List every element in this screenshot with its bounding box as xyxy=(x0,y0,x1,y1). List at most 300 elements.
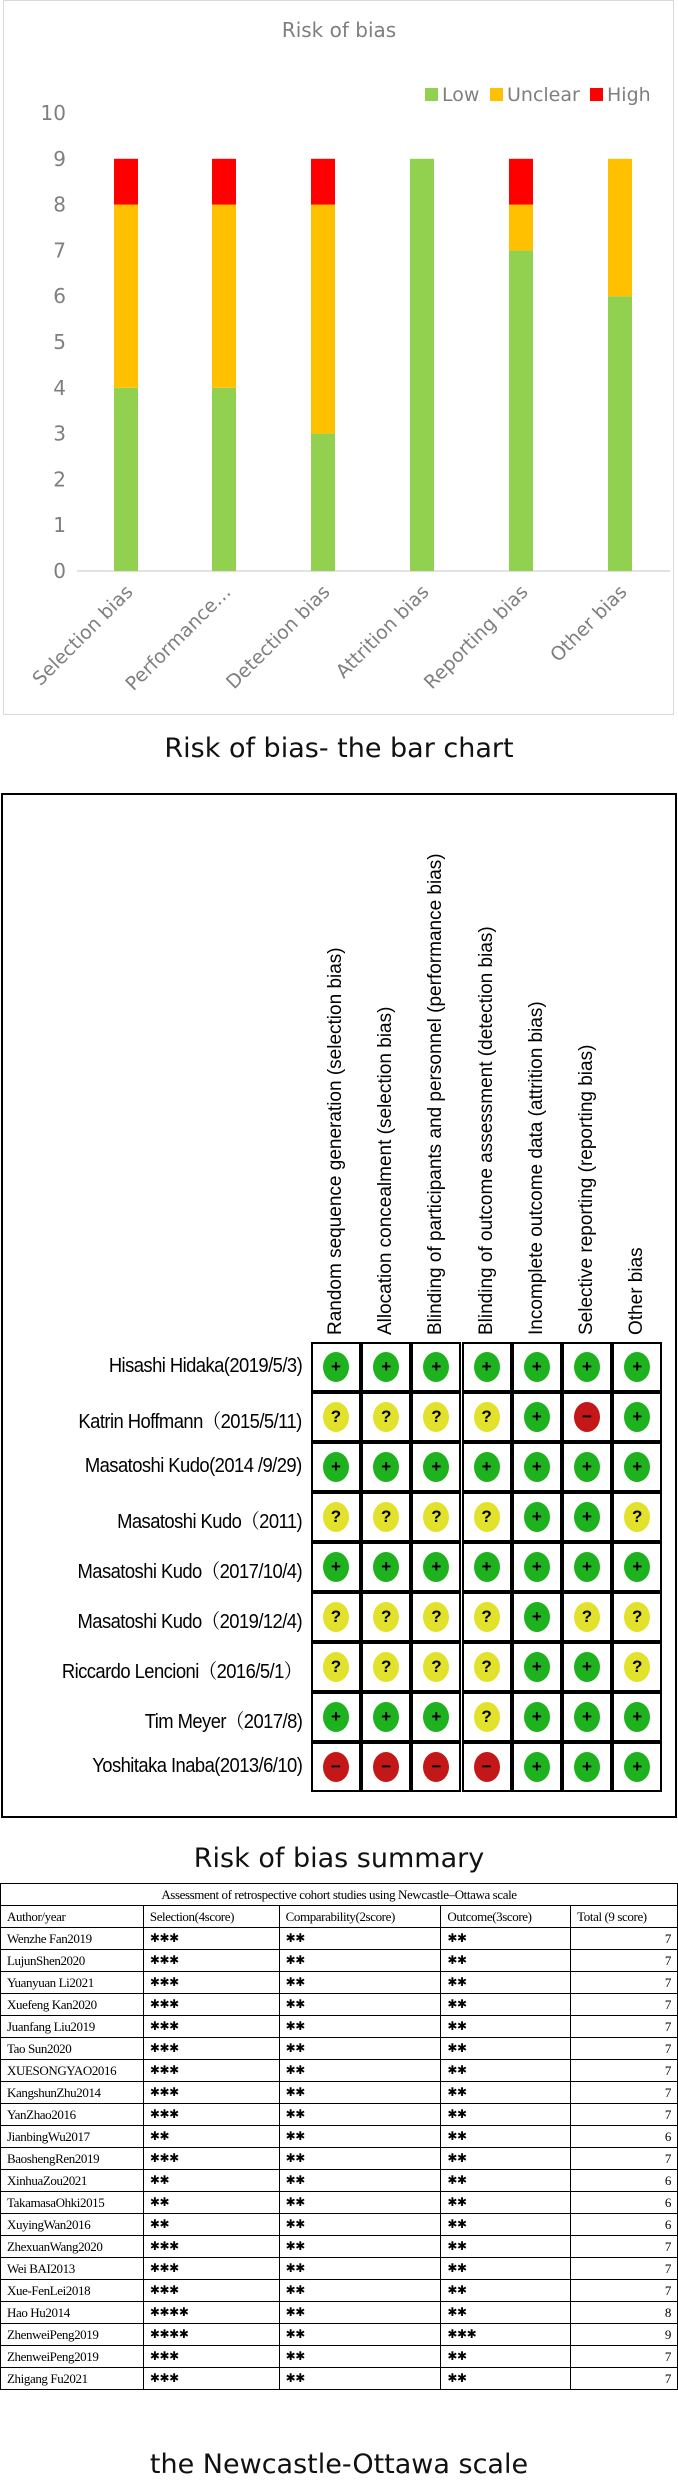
chart-title: Risk of bias xyxy=(281,18,397,42)
column-header: Blinding of participants and personnel (performance bias) xyxy=(425,853,447,1335)
rating-cell xyxy=(512,1442,562,1492)
rating-cell xyxy=(512,1692,562,1742)
study-label: Masatoshi Kudo（2011) xyxy=(116,1511,302,1533)
x-tick-label: Selection bias xyxy=(28,580,138,691)
rating-cell xyxy=(562,1592,612,1642)
selection-cell: ✱✱✱ xyxy=(143,1950,279,1972)
rating-low-icon: + xyxy=(574,1352,600,1382)
outcome-cell: ✱✱✱ xyxy=(441,2324,571,2346)
rating-high-icon: − xyxy=(423,1752,449,1782)
column-header: Blinding of outcome assessment (detection bias) xyxy=(475,926,497,1335)
outcome-cell: ✱✱ xyxy=(441,2302,571,2324)
comparability-cell: ✱✱ xyxy=(279,2368,441,2390)
rating-low-icon: + xyxy=(624,1552,650,1582)
rating-low-icon: + xyxy=(624,1452,650,1482)
comparability-cell: ✱✱ xyxy=(279,2324,441,2346)
y-tick-label: 6 xyxy=(53,284,66,309)
chart-svg xyxy=(4,1,675,716)
bar-low-3 xyxy=(410,159,434,571)
table-row xyxy=(1,2148,678,2170)
rating-cell xyxy=(462,1392,512,1442)
author-cell: Zhigang Fu2021 xyxy=(1,2368,144,2390)
rating-low-icon: + xyxy=(474,1452,500,1482)
rating-high-icon: − xyxy=(373,1752,399,1782)
y-tick-label: 7 xyxy=(53,238,66,263)
rating-low-icon: + xyxy=(624,1752,650,1782)
rating-cell xyxy=(411,1392,461,1442)
rating-cell xyxy=(512,1392,562,1442)
rating-unclear-icon: ? xyxy=(624,1502,650,1532)
x-tick-label: Attrition bias xyxy=(331,580,434,683)
column-header: Comparability(2score) xyxy=(279,1906,441,1928)
bar-low-5 xyxy=(608,296,632,571)
outcome-cell: ✱✱ xyxy=(441,2214,571,2236)
selection-cell: ✱✱✱✱ xyxy=(143,2302,279,2324)
table-row xyxy=(1,2192,678,2214)
comparability-cell: ✱✱ xyxy=(279,2016,441,2038)
rating-low-icon: + xyxy=(574,1652,600,1682)
legend-label-unclear: Unclear xyxy=(507,84,580,106)
rating-cell xyxy=(562,1392,612,1442)
table-row xyxy=(1,1950,678,1972)
outcome-cell: ✱✱ xyxy=(441,1950,571,1972)
author-cell: Juanfang Liu2019 xyxy=(1,2016,144,2038)
rating-unclear-icon: ? xyxy=(474,1602,500,1632)
outcome-cell: ✱✱ xyxy=(441,2060,571,2082)
selection-cell: ✱✱✱ xyxy=(143,2060,279,2082)
legend-swatch-low xyxy=(425,88,438,101)
author-cell: ZhexuanWang2020 xyxy=(1,2236,144,2258)
author-cell: ZhenweiPeng2019 xyxy=(1,2346,144,2368)
rating-cell xyxy=(462,1492,512,1542)
rating-unclear-icon: ? xyxy=(423,1502,449,1532)
rating-unclear-icon: ? xyxy=(373,1652,399,1682)
rating-cell xyxy=(411,1742,461,1792)
rating-unclear-icon: ? xyxy=(624,1652,650,1682)
total-cell: 6 xyxy=(571,2126,678,2148)
rating-cell xyxy=(311,1692,361,1742)
column-header: Other bias xyxy=(626,1247,648,1335)
rating-cell xyxy=(612,1592,662,1642)
total-cell: 7 xyxy=(571,2258,678,2280)
rating-cell xyxy=(411,1692,461,1742)
rating-unclear-icon: ? xyxy=(323,1502,349,1532)
rating-cell xyxy=(562,1492,612,1542)
legend-swatch-unclear xyxy=(490,88,503,101)
author-cell: Yuanyuan Li2021 xyxy=(1,1972,144,1994)
rating-unclear-icon: ? xyxy=(323,1402,349,1432)
table-row xyxy=(1,2302,678,2324)
rating-unclear-icon: ? xyxy=(323,1652,349,1682)
study-label: Katrin Hoffmann（2015/5/11) xyxy=(78,1411,302,1433)
author-cell: BaoshengRen2019 xyxy=(1,2148,144,2170)
comparability-cell: ✱✱ xyxy=(279,2126,441,2148)
comparability-cell: ✱✱ xyxy=(279,2258,441,2280)
risk-of-bias-bar-chart xyxy=(3,0,674,715)
author-cell: Tao Sun2020 xyxy=(1,2038,144,2060)
y-tick-label: 1 xyxy=(53,513,66,538)
rating-cell xyxy=(311,1742,361,1792)
table-row xyxy=(1,2214,678,2236)
selection-cell: ✱✱ xyxy=(143,2214,279,2236)
rating-low-icon: + xyxy=(323,1352,349,1382)
comparability-cell: ✱✱ xyxy=(279,2214,441,2236)
rating-cell xyxy=(411,1592,461,1642)
total-cell: 7 xyxy=(571,1950,678,1972)
total-cell: 7 xyxy=(571,2236,678,2258)
total-cell: 7 xyxy=(571,1994,678,2016)
author-cell: JianbingWu2017 xyxy=(1,2126,144,2148)
rating-cell xyxy=(361,1742,411,1792)
table-row xyxy=(1,1972,678,1994)
rating-unclear-icon: ? xyxy=(474,1502,500,1532)
bar-unclear-1 xyxy=(212,205,236,388)
bar-low-2 xyxy=(311,434,335,571)
y-tick-label: 0 xyxy=(53,559,66,583)
rating-unclear-icon: ? xyxy=(323,1602,349,1632)
selection-cell: ✱✱✱ xyxy=(143,2148,279,2170)
y-tick-label: 5 xyxy=(53,330,66,354)
rating-low-icon: + xyxy=(423,1702,449,1732)
y-tick-label: 9 xyxy=(53,146,66,171)
table-row xyxy=(1,2324,678,2346)
selection-cell: ✱✱✱ xyxy=(143,2368,279,2390)
rating-cell xyxy=(512,1342,562,1392)
total-cell: 9 xyxy=(571,2324,678,2346)
outcome-cell: ✱✱ xyxy=(441,2082,571,2104)
rating-cell xyxy=(612,1342,662,1392)
study-label: Riccardo Lencioni（2016/5/1） xyxy=(62,1661,302,1683)
total-cell: 7 xyxy=(571,2280,678,2302)
comparability-cell: ✱✱ xyxy=(279,2170,441,2192)
rating-unclear-icon: ? xyxy=(423,1602,449,1632)
rating-cell xyxy=(361,1542,411,1592)
rating-low-icon: + xyxy=(524,1402,550,1432)
rating-cell xyxy=(612,1742,662,1792)
total-cell: 7 xyxy=(571,2038,678,2060)
rating-cell xyxy=(311,1492,361,1542)
rating-low-icon: + xyxy=(474,1552,500,1582)
rating-cell xyxy=(361,1642,411,1692)
rating-low-icon: + xyxy=(574,1752,600,1782)
x-tick-label: Detection bias xyxy=(221,580,335,694)
rating-cell xyxy=(462,1442,512,1492)
y-tick-label: 4 xyxy=(53,375,66,400)
study-label: Masatoshi Kudo（2017/10/4) xyxy=(77,1561,302,1583)
rating-cell xyxy=(512,1542,562,1592)
rating-low-icon: + xyxy=(524,1652,550,1682)
outcome-cell: ✱✱ xyxy=(441,2236,571,2258)
rating-cell xyxy=(411,1342,461,1392)
outcome-cell: ✱✱ xyxy=(441,2038,571,2060)
bar-low-1 xyxy=(212,388,236,571)
table-header-row xyxy=(1,1906,678,1928)
bar-unclear-0 xyxy=(114,205,138,388)
rating-low-icon: + xyxy=(524,1702,550,1732)
legend-swatch-high xyxy=(590,88,603,101)
rating-low-icon: + xyxy=(373,1352,399,1382)
rating-low-icon: + xyxy=(574,1702,600,1732)
rating-high-icon: − xyxy=(474,1752,500,1782)
selection-cell: ✱✱✱ xyxy=(143,2082,279,2104)
rating-cell xyxy=(462,1642,512,1692)
x-tick-label: Performance… xyxy=(121,580,236,696)
column-header: Incomplete outcome data (attrition bias) xyxy=(525,1001,547,1335)
rating-cell xyxy=(612,1392,662,1442)
outcome-cell: ✱✱ xyxy=(441,2280,571,2302)
author-cell: XuyingWan2016 xyxy=(1,2214,144,2236)
outcome-cell: ✱✱ xyxy=(441,2192,571,2214)
total-cell: 7 xyxy=(571,2060,678,2082)
comparability-cell: ✱✱ xyxy=(279,2302,441,2324)
rating-cell xyxy=(361,1342,411,1392)
bar-low-4 xyxy=(509,250,533,571)
table-row xyxy=(1,2346,678,2368)
rating-cell xyxy=(462,1592,512,1642)
summary-caption: Risk of bias summary xyxy=(193,1843,485,1874)
author-cell: Wenzhe Fan2019 xyxy=(1,1928,144,1950)
rating-cell xyxy=(311,1442,361,1492)
newcastle-ottawa-table xyxy=(0,1883,678,2390)
rating-low-icon: + xyxy=(574,1452,600,1482)
rating-low-icon: + xyxy=(423,1552,449,1582)
outcome-cell: ✱✱ xyxy=(441,2148,571,2170)
rating-unclear-icon: ? xyxy=(373,1502,399,1532)
column-header: Outcome(3score) xyxy=(441,1906,571,1928)
total-cell: 7 xyxy=(571,2368,678,2390)
author-cell: YanZhao2016 xyxy=(1,2104,144,2126)
table-row xyxy=(1,2170,678,2192)
risk-of-bias-summary xyxy=(1,793,677,1818)
total-cell: 8 xyxy=(571,2302,678,2324)
column-header: Total (9 score) xyxy=(571,1906,678,1928)
table-row xyxy=(1,2016,678,2038)
column-header: Random sequence generation (selection bias) xyxy=(325,947,346,1335)
rating-unclear-icon: ? xyxy=(474,1652,500,1682)
table-row xyxy=(1,2104,678,2126)
rating-cell xyxy=(512,1742,562,1792)
rating-low-icon: + xyxy=(524,1352,550,1382)
rating-low-icon: + xyxy=(524,1752,550,1782)
total-cell: 7 xyxy=(571,1928,678,1950)
comparability-cell: ✱✱ xyxy=(279,2148,441,2170)
rating-cell xyxy=(311,1392,361,1442)
comparability-cell: ✱✱ xyxy=(279,1994,441,2016)
rating-cell xyxy=(411,1542,461,1592)
selection-cell: ✱✱ xyxy=(143,2126,279,2148)
table-row xyxy=(1,2082,678,2104)
table-row xyxy=(1,2368,678,2390)
rating-cell xyxy=(462,1542,512,1592)
bar-high-4 xyxy=(509,159,533,205)
bar-high-2 xyxy=(311,159,335,205)
outcome-cell: ✱✱ xyxy=(441,1928,571,1950)
rating-low-icon: + xyxy=(524,1452,550,1482)
rating-cell xyxy=(361,1442,411,1492)
selection-cell: ✱✱✱ xyxy=(143,2236,279,2258)
rating-cell xyxy=(512,1492,562,1542)
rating-high-icon: − xyxy=(574,1402,600,1432)
comparability-cell: ✱✱ xyxy=(279,2236,441,2258)
total-cell: 6 xyxy=(571,2214,678,2236)
outcome-cell: ✱✱ xyxy=(441,2258,571,2280)
rating-low-icon: + xyxy=(373,1452,399,1482)
rating-cell xyxy=(361,1592,411,1642)
author-cell: Hao Hu2014 xyxy=(1,2302,144,2324)
rating-cell xyxy=(612,1642,662,1692)
rating-unclear-icon: ? xyxy=(624,1602,650,1632)
rating-low-icon: + xyxy=(524,1602,550,1632)
table-row xyxy=(1,2126,678,2148)
rating-cell xyxy=(612,1542,662,1592)
rating-cell xyxy=(512,1642,562,1692)
rating-cell xyxy=(411,1642,461,1692)
comparability-cell: ✱✱ xyxy=(279,2192,441,2214)
outcome-cell: ✱✱ xyxy=(441,2126,571,2148)
rating-unclear-icon: ? xyxy=(373,1402,399,1432)
rating-high-icon: − xyxy=(323,1752,349,1782)
rating-low-icon: + xyxy=(524,1502,550,1532)
rating-cell xyxy=(311,1542,361,1592)
rating-low-icon: + xyxy=(323,1702,349,1732)
rating-unclear-icon: ? xyxy=(423,1652,449,1682)
rating-unclear-icon: ? xyxy=(373,1602,399,1632)
rating-unclear-icon: ? xyxy=(423,1402,449,1432)
study-label: Masatoshi Kudo（2019/12/4) xyxy=(77,1611,302,1633)
rating-unclear-icon: ? xyxy=(474,1402,500,1432)
rating-cell xyxy=(311,1642,361,1692)
comparability-cell: ✱✱ xyxy=(279,2346,441,2368)
rating-cell xyxy=(361,1392,411,1442)
outcome-cell: ✱✱ xyxy=(441,2368,571,2390)
comparability-cell: ✱✱ xyxy=(279,1950,441,1972)
rating-low-icon: + xyxy=(574,1502,600,1532)
rating-low-icon: + xyxy=(624,1702,650,1732)
rating-cell xyxy=(612,1492,662,1542)
rating-cell xyxy=(612,1442,662,1492)
author-cell: ZhenweiPeng2019 xyxy=(1,2324,144,2346)
rating-low-icon: + xyxy=(574,1552,600,1582)
table-title: Assessment of retrospective cohort studies using Newcastle–Ottawa scale xyxy=(1,1884,678,1906)
rating-cell xyxy=(311,1592,361,1642)
selection-cell: ✱✱✱✱ xyxy=(143,2324,279,2346)
rating-cell xyxy=(311,1342,361,1392)
selection-cell: ✱✱✱ xyxy=(143,1994,279,2016)
comparability-cell: ✱✱ xyxy=(279,2060,441,2082)
bar-high-0 xyxy=(114,159,138,205)
study-label: Yoshitaka Inaba(2013/6/10) xyxy=(91,1755,302,1777)
nos-caption: the Newcastle-Ottawa scale xyxy=(149,2449,529,2480)
rating-cell xyxy=(562,1692,612,1742)
rating-cell xyxy=(411,1442,461,1492)
comparability-cell: ✱✱ xyxy=(279,2104,441,2126)
y-tick-label: 2 xyxy=(53,467,66,492)
rating-low-icon: + xyxy=(323,1452,349,1482)
column-header: Author/year xyxy=(1,1906,144,1928)
legend-label-low: Low xyxy=(442,84,480,106)
rating-cell xyxy=(462,1692,512,1742)
table-row xyxy=(1,2280,678,2302)
comparability-cell: ✱✱ xyxy=(279,2038,441,2060)
selection-cell: ✱✱✱ xyxy=(143,2346,279,2368)
bar-unclear-5 xyxy=(608,159,632,296)
study-label: Masatoshi Kudo(2014 /9/29) xyxy=(85,1455,302,1477)
rating-low-icon: + xyxy=(474,1352,500,1382)
y-tick-label: 8 xyxy=(53,192,66,217)
total-cell: 7 xyxy=(571,2082,678,2104)
total-cell: 7 xyxy=(571,2346,678,2368)
rating-cell xyxy=(361,1492,411,1542)
author-cell: XinhuaZou2021 xyxy=(1,2170,144,2192)
bar-high-1 xyxy=(212,159,236,205)
author-cell: TakamasaOhki2015 xyxy=(1,2192,144,2214)
comparability-cell: ✱✱ xyxy=(279,2082,441,2104)
total-cell: 7 xyxy=(571,2016,678,2038)
selection-cell: ✱✱✱ xyxy=(143,2016,279,2038)
rating-low-icon: + xyxy=(373,1552,399,1582)
total-cell: 6 xyxy=(571,2170,678,2192)
selection-cell: ✱✱✱ xyxy=(143,1928,279,1950)
table-row xyxy=(1,1928,678,1950)
author-cell: Xuefeng Kan2020 xyxy=(1,1994,144,2016)
total-cell: 6 xyxy=(571,2192,678,2214)
rating-cell xyxy=(562,1742,612,1792)
rating-low-icon: + xyxy=(423,1352,449,1382)
column-header: Selection(4score) xyxy=(143,1906,279,1928)
x-tick-label: Reporting bias xyxy=(419,580,533,694)
rating-cell xyxy=(562,1642,612,1692)
legend-label-high: High xyxy=(607,84,651,106)
author-cell: XUESONGYAO2016 xyxy=(1,2060,144,2082)
rating-cell xyxy=(562,1442,612,1492)
x-tick-label: Other bias xyxy=(546,580,632,667)
author-cell: Wei BAI2013 xyxy=(1,2258,144,2280)
rating-cell xyxy=(462,1342,512,1392)
table-row xyxy=(1,2236,678,2258)
comparability-cell: ✱✱ xyxy=(279,2280,441,2302)
rating-low-icon: + xyxy=(423,1452,449,1482)
author-cell: Xue-FenLei2018 xyxy=(1,2280,144,2302)
selection-cell: ✱✱✱ xyxy=(143,2038,279,2060)
column-header: Selective reporting (reporting bias) xyxy=(576,1044,597,1335)
outcome-cell: ✱✱ xyxy=(441,2104,571,2126)
table-row xyxy=(1,2258,678,2280)
rating-low-icon: + xyxy=(373,1702,399,1732)
rating-cell xyxy=(411,1492,461,1542)
bar-chart-caption: Risk of bias- the bar chart xyxy=(164,733,514,764)
y-tick-label: 10 xyxy=(40,101,66,125)
column-header: Allocation concealment (selection bias) xyxy=(375,1006,397,1335)
outcome-cell: ✱✱ xyxy=(441,2016,571,2038)
y-tick-label: 3 xyxy=(53,421,66,446)
outcome-cell: ✱✱ xyxy=(441,2170,571,2192)
outcome-cell: ✱✱ xyxy=(441,1972,571,1994)
total-cell: 7 xyxy=(571,2148,678,2170)
total-cell: 7 xyxy=(571,2104,678,2126)
selection-cell: ✱✱ xyxy=(143,2192,279,2214)
rating-cell xyxy=(612,1692,662,1742)
selection-cell: ✱✱ xyxy=(143,2170,279,2192)
selection-cell: ✱✱✱ xyxy=(143,2104,279,2126)
selection-cell: ✱✱✱ xyxy=(143,1972,279,1994)
outcome-cell: ✱✱ xyxy=(441,2346,571,2368)
comparability-cell: ✱✱ xyxy=(279,1972,441,1994)
table-row xyxy=(1,1994,678,2016)
rating-unclear-icon: ? xyxy=(574,1602,600,1632)
table-row xyxy=(1,2060,678,2082)
bar-low-0 xyxy=(114,388,138,571)
rating-cell xyxy=(562,1542,612,1592)
